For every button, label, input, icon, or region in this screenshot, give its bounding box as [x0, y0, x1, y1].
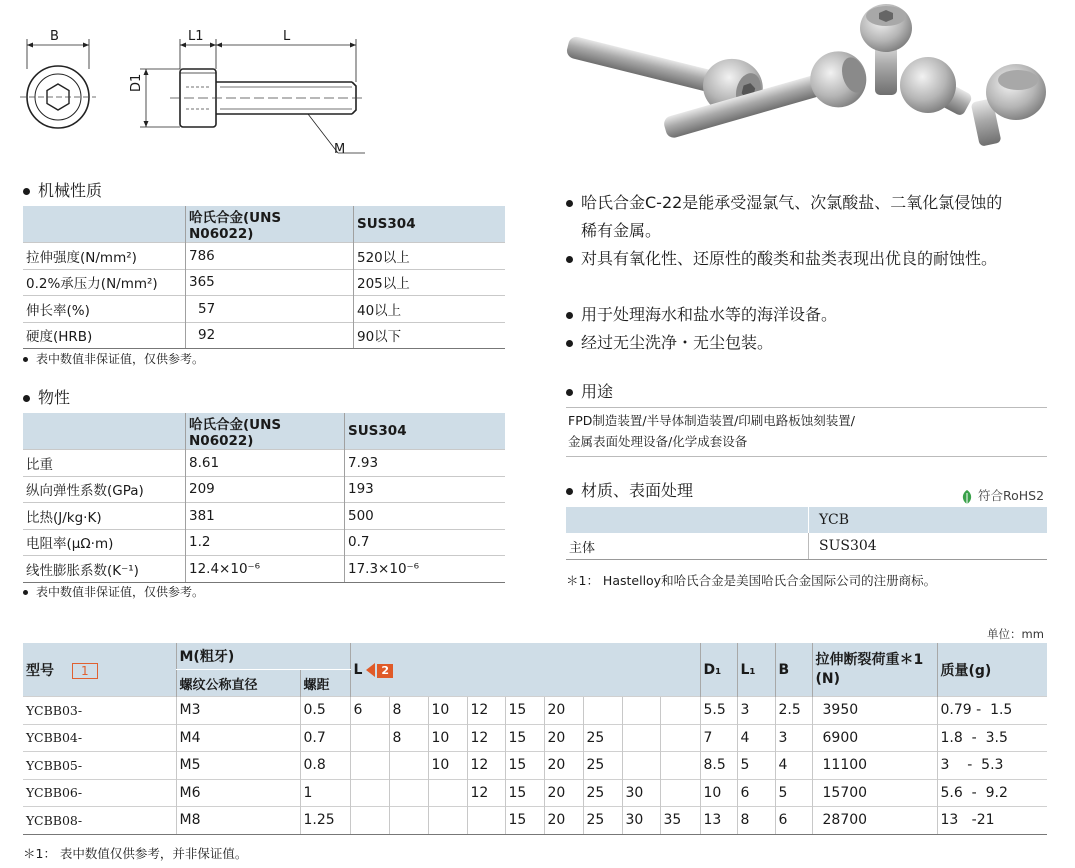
header-cell-m: M(粗牙) — [176, 643, 350, 670]
load-cell: 11100 — [812, 752, 937, 780]
length-cell — [583, 697, 622, 725]
table-cell: 17.3×10⁻⁶ — [345, 556, 506, 583]
table-cell: 0.2%承压力(N/mm²) — [23, 269, 186, 296]
table-row — [23, 779, 1047, 807]
length-cell: 8 — [389, 697, 428, 725]
table-cell: 0.7 — [345, 529, 506, 556]
length-cell — [428, 779, 467, 807]
length-cell — [389, 779, 428, 807]
header-cell-l: L 2 — [350, 643, 700, 697]
length-cell — [428, 807, 467, 835]
length-cell — [622, 752, 660, 780]
length-cell: 15 — [505, 752, 544, 780]
table-row — [23, 697, 1047, 725]
length-cell: 20 — [544, 779, 583, 807]
material-table — [566, 507, 1047, 560]
table-row — [566, 533, 1047, 560]
table-header-row — [23, 413, 505, 450]
table-cell: 90以下 — [354, 322, 506, 349]
length-cell — [660, 697, 700, 725]
table-row — [23, 807, 1047, 835]
mass-cell: 3 - 5.3 — [937, 752, 1047, 780]
table-row — [23, 724, 1047, 752]
table-cell: 主体 — [566, 533, 809, 560]
length-cell: 12 — [467, 752, 505, 780]
table-row — [23, 269, 505, 296]
length-cell — [350, 779, 389, 807]
screw-side-view — [140, 39, 365, 153]
header-cell-model: 型号 1 — [23, 643, 176, 697]
table-cell: 786 — [186, 243, 354, 270]
table-row — [23, 503, 505, 530]
table-cell: 500 — [345, 503, 506, 530]
table-cell: 比热(J/kg·K) — [23, 503, 186, 530]
header-cell-load: 拉伸断裂荷重＊1 (N) — [812, 643, 937, 697]
b-cell: 6 — [775, 807, 812, 835]
table-header-row — [566, 507, 1047, 533]
length-cell — [467, 807, 505, 835]
table-cell: 57 — [186, 296, 354, 323]
length-cell: 15 — [505, 779, 544, 807]
table-cell: 硬度(HRB) — [23, 322, 186, 349]
header-cell-b: B — [775, 643, 812, 697]
feature-item: 经过无尘洗净・无尘包装。 — [566, 329, 1056, 357]
length-cell: 30 — [622, 807, 660, 835]
table-cell: 520以上 — [354, 243, 506, 270]
length-cell — [350, 752, 389, 780]
table-cell: 92 — [186, 322, 354, 349]
length-cell — [660, 779, 700, 807]
model-cell: YCBB06- — [23, 779, 176, 807]
table-cell: 拉伸强度(N/mm²) — [23, 243, 186, 270]
length-cell: 25 — [583, 752, 622, 780]
physical-properties-table — [23, 413, 505, 583]
table-row — [23, 556, 505, 583]
table-cell: 381 — [186, 503, 345, 530]
length-cell: 20 — [544, 697, 583, 725]
l-badge: 2 — [377, 664, 393, 678]
mechanical-properties-table — [23, 206, 505, 349]
header-cell — [23, 206, 186, 243]
table-cell: 205以上 — [354, 269, 506, 296]
header-cell-l1: L₁ — [737, 643, 775, 697]
screw-photo-2 — [658, 45, 873, 156]
length-cell: 6 — [350, 697, 389, 725]
model-badge: 1 — [72, 663, 98, 679]
dia-cell: M5 — [176, 752, 300, 780]
usage-section-title: 用途 — [566, 379, 613, 402]
feature-item-continuation: 稀有金属。 — [581, 221, 662, 240]
table-cell: 比重 — [23, 450, 186, 477]
b-cell: 3 — [775, 724, 812, 752]
table-cell: 193 — [345, 476, 506, 503]
spec-footnote: ＊1： 表中数值仅供参考，并非保证值。 — [23, 846, 248, 861]
d1-cell: 7 — [700, 724, 737, 752]
screw-photo-4 — [900, 57, 973, 117]
header-cell-mass: 质量(g) — [937, 643, 1047, 697]
length-cell: 12 — [467, 779, 505, 807]
trademark-footnote: ＊1： Hastelloy和哈氏合金是美国哈氏合金国际公司的注册商标。 — [566, 573, 937, 588]
model-cell: YCBB03- — [23, 697, 176, 725]
table-cell: 365 — [186, 269, 354, 296]
length-cell: 15 — [505, 807, 544, 835]
usage-box — [566, 407, 1047, 457]
table-header-row — [23, 206, 505, 243]
material-section-title: 材质、表面处理 — [566, 478, 693, 501]
table-row — [23, 243, 505, 270]
table-cell: SUS304 — [809, 533, 1048, 560]
feature-list — [566, 189, 1056, 357]
load-cell: 3950 — [812, 697, 937, 725]
header-cell: YCB — [819, 512, 849, 528]
pitch-cell: 0.7 — [300, 724, 350, 752]
table-row — [23, 752, 1047, 780]
length-cell: 10 — [428, 697, 467, 725]
feature-item: 对具有氧化性、还原性的酸类和盐类表现出优良的耐蚀性。 — [566, 245, 1056, 273]
table-cell: 40以上 — [354, 296, 506, 323]
d1-cell: 13 — [700, 807, 737, 835]
mass-cell: 1.8 - 3.5 — [937, 724, 1047, 752]
table-cell: 线性膨胀系数(K⁻¹) — [23, 556, 186, 583]
screw-dimension-drawing — [20, 25, 370, 165]
header-cell-d1: D₁ — [700, 643, 737, 697]
table-cell: 电阻率(μΩ·m) — [23, 529, 186, 556]
length-cell: 15 — [505, 724, 544, 752]
usage-line: FPD制造装置/半导体制造装置/印刷电路板蚀刻装置/ — [568, 413, 855, 428]
dia-cell: M4 — [176, 724, 300, 752]
product-photo — [560, 0, 1050, 165]
table-cell: 伸长率(%) — [23, 296, 186, 323]
table-cell: 1.2 — [186, 529, 345, 556]
table-cell: 7.93 — [345, 450, 506, 477]
header-cell: SUS304 — [354, 206, 506, 243]
screw-photo-5 — [971, 64, 1046, 147]
mass-cell: 13 -21 — [937, 807, 1047, 835]
load-cell: 28700 — [812, 807, 937, 835]
b-cell: 4 — [775, 752, 812, 780]
model-cell: YCBB05- — [23, 752, 176, 780]
table-cell: 12.4×10⁻⁶ — [186, 556, 345, 583]
length-cell — [350, 724, 389, 752]
dim-label-d1: D1 — [129, 73, 144, 92]
header-cell: SUS304 — [345, 413, 506, 450]
rohs-badge — [960, 486, 1044, 505]
length-cell — [660, 752, 700, 780]
rohs-label: 符合RoHS2 — [977, 488, 1045, 503]
table-row — [23, 529, 505, 556]
table-cell: 纵向弹性系数(GPa) — [23, 476, 186, 503]
dim-label-l1: L1 — [188, 29, 204, 44]
length-cell: 10 — [428, 752, 467, 780]
pitch-cell: 0.5 — [300, 697, 350, 725]
dia-cell: M6 — [176, 779, 300, 807]
mechanical-section-title: 机械性质 — [23, 178, 102, 201]
model-cell: YCBB08- — [23, 807, 176, 835]
length-cell: 15 — [505, 697, 544, 725]
length-cell: 12 — [467, 697, 505, 725]
table-row — [23, 296, 505, 323]
l1-cell: 3 — [737, 697, 775, 725]
pitch-cell: 1 — [300, 779, 350, 807]
physical-note: 表中数值非保证值，仅供参考。 — [23, 583, 204, 600]
load-cell: 15700 — [812, 779, 937, 807]
l1-cell: 4 — [737, 724, 775, 752]
length-cell: 20 — [544, 807, 583, 835]
feature-item: 用于处理海水和盐水等的海洋设备。 — [566, 301, 1056, 329]
header-cell — [23, 413, 186, 450]
header-cell-dia: 螺纹公称直径 — [176, 670, 300, 697]
l1-cell: 5 — [737, 752, 775, 780]
load-cell: 6900 — [812, 724, 937, 752]
header-cell-pitch: 螺距 — [300, 670, 350, 697]
dia-cell: M3 — [176, 697, 300, 725]
physical-section-title: 物性 — [23, 385, 70, 408]
table-row — [23, 450, 505, 477]
mass-cell: 5.6 - 9.2 — [937, 779, 1047, 807]
dim-label-m: M — [334, 142, 346, 157]
arrow-left-icon — [366, 663, 375, 677]
pitch-cell: 1.25 — [300, 807, 350, 835]
usage-line: 金属表面处理设备/化学成套设备 — [568, 434, 748, 449]
spec-table — [23, 643, 1047, 835]
d1-cell: 5.5 — [700, 697, 737, 725]
table-cell: 8.61 — [186, 450, 345, 477]
length-cell: 20 — [544, 724, 583, 752]
length-cell: 30 — [622, 779, 660, 807]
table-cell: 209 — [186, 476, 345, 503]
feature-item: 哈氏合金C-22是能承受湿氯气、次氯酸盐、二氧化氯侵蚀的 — [566, 189, 1056, 217]
pitch-cell: 0.8 — [300, 752, 350, 780]
length-cell — [350, 807, 389, 835]
dim-label-l: L — [283, 29, 291, 44]
length-cell: 25 — [583, 724, 622, 752]
table-row — [23, 476, 505, 503]
b-cell: 5 — [775, 779, 812, 807]
l1-cell: 6 — [737, 779, 775, 807]
length-cell — [622, 724, 660, 752]
dia-cell: M8 — [176, 807, 300, 835]
dim-label-b: B — [50, 29, 59, 44]
length-cell: 25 — [583, 779, 622, 807]
screw-end-view — [20, 39, 96, 128]
b-cell: 2.5 — [775, 697, 812, 725]
length-cell — [660, 724, 700, 752]
mechanical-note: 表中数值非保证值，仅供参考。 — [23, 350, 204, 367]
header-cell: 哈氏合金(UNS N06022) — [186, 413, 345, 450]
length-cell: 12 — [467, 724, 505, 752]
model-cell: YCBB04- — [23, 724, 176, 752]
length-cell: 35 — [660, 807, 700, 835]
length-cell: 8 — [389, 724, 428, 752]
leaf-icon — [960, 489, 974, 505]
unit-label: 单位：mm — [987, 627, 1044, 641]
length-cell — [389, 752, 428, 780]
length-cell: 10 — [428, 724, 467, 752]
d1-cell: 8.5 — [700, 752, 737, 780]
length-cell: 20 — [544, 752, 583, 780]
length-cell — [622, 697, 660, 725]
table-row — [23, 322, 505, 349]
table-header-row — [23, 643, 1047, 670]
mass-cell: 0.79 - 1.5 — [937, 697, 1047, 725]
l1-cell: 8 — [737, 807, 775, 835]
header-cell: 哈氏合金(UNS N06022) — [186, 206, 354, 243]
length-cell: 25 — [583, 807, 622, 835]
d1-cell: 10 — [700, 779, 737, 807]
length-cell — [389, 807, 428, 835]
